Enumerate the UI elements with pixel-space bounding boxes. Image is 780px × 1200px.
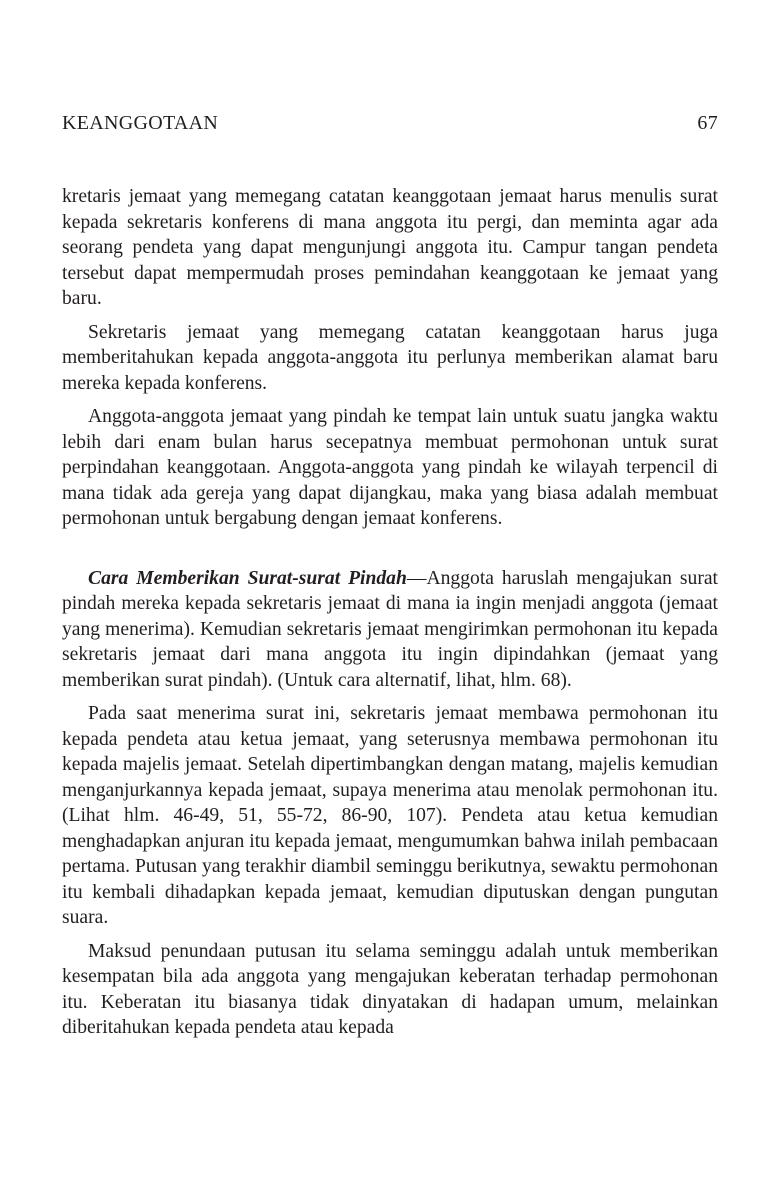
paragraph-continuation: kretaris jemaat yang memegang catatan keanggotaan jemaat harus menulis surat kepada sekretaris konferens di mana anggota itu pergi, dan meminta agar ada seorang pendeta yang dapat mengunjungi anggota itu. Campur tangan pendeta tersebut dapat mempermudah proses pemindahan keanggotaan ke jemaat yang baru.	[62, 186, 718, 309]
paragraph-delay-purpose: Maksud penundaan putusan itu selama seminggu adalah untuk memberikan kesempatan bila ada anggota yang mengajukan keberatan terhadap permohonan itu. Keberatan itu biasanya tidak dinyatakan di hadapan umum, melainkan diberitahukan kepada pendeta atau kepada	[62, 940, 718, 1038]
section-break	[62, 540, 718, 566]
paragraph-transfer-request: Anggota-anggota jemaat yang pindah ke tempat lain untuk suatu jangka waktu lebih dari enam bulan harus secepatnya membuat permohonan untuk surat perpindahan keanggotaan. Anggota-anggota yang pindah ke wilayah terpencil di mana tidak ada gereja yang dapat dijangkau, maka yang biasa adalah membuat permohonan untuk bergabung dengan jemaat konferens.	[62, 406, 718, 529]
chapter-title: KEANGGOTAAN	[62, 112, 219, 134]
paragraph-transfer-method-text: —Anggota haruslah mengajukan surat pindah mereka kepada sekretaris jemaat di mana ia ingin menjadi anggota (jemaat yang menerima). Kemudian sekretaris jemaat mengirimkan permohonan itu kepada sekretaris jemaat dari mana anggota itu ingin dipindahkan (jemaat yang memberikan surat pindah). (Untuk cara alternatif, lihat, hlm. 68).	[62, 567, 718, 691]
page-number: 67	[697, 112, 718, 134]
running-head	[62, 112, 718, 144]
paragraph-secretary-address: Sekretaris jemaat yang memegang catatan keanggotaan harus juga memberitahukan kepada anggota-anggota itu perlunya memberikan alamat baru mereka kepada konferens.	[62, 321, 718, 394]
book-page	[62, 112, 718, 1049]
paragraph-transfer-method	[62, 566, 718, 694]
paragraph-board-process: Pada saat menerima surat ini, sekretaris jemaat membawa permohonan itu kepada pendeta atau ketua jemaat, yang seterusnya membawa permohonan itu kepada majelis jemaat. Setelah dipertimbangkan dengan matang, majelis kemudian menganjurkannya kepada jemaat, supaya menerima atau menolak permohonan itu. (Lihat hlm. 46-49, 51, 55-72, 86-90, 107). Pendeta atau ketua kemudian menghadapkan anjuran itu kepada jemaat, mengumumkan bahwa inilah pembacaan pertama. Putusan yang terakhir diambil seminggu berikutnya, sewaktu permohonan itu kembali dihadapkan kepada jemaat, kemudian diputuskan dengan pungutan suara.	[62, 703, 718, 928]
body-text	[62, 184, 718, 1041]
section-heading: Cara Memberikan Surat-surat Pindah	[88, 567, 407, 589]
